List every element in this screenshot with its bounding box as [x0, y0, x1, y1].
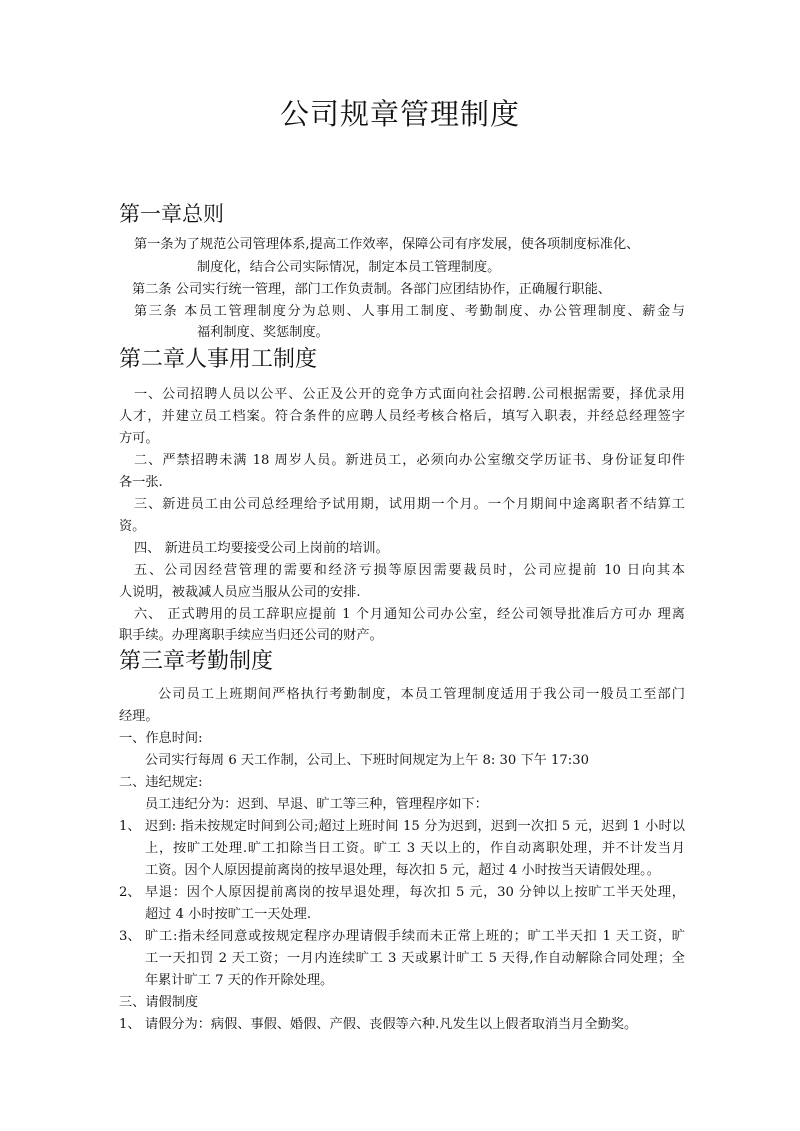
chapter-3-line: 请假分为：病假、事假、婚假、产假、丧假等六种.凡发生以上假者取消当月全勤奖。 [145, 1017, 638, 1032]
document-title: 公司规章管理制度 [279, 97, 520, 131]
chapter-2-line: 资。 [119, 519, 146, 534]
chapter-3-heading: 第三章考勤制度 [119, 649, 274, 674]
chapter-2-line: 人才，并建立员工档案。符合条件的应聘人员经考核合格后，填写入职表，并经总经理签字 [119, 409, 685, 424]
chapter-3-line: 旷工:指未经同意或按规定程序办理请假手续而未正常上班的；旷工半天扣 1 天工资，旷 [145, 929, 685, 944]
list-number: 1、 [119, 819, 141, 834]
chapter-3-line: 工一天扣罚 2 天工资；一月内连续旷工 3 天或累计旷工 5 天得,作自动解除合同处理；全 [145, 951, 685, 966]
chapter-2-line: 四、 新进员工均要接受公司上岗前的培训。 [134, 541, 389, 556]
chapter-2-line: 职手续。办理离职手续应当归还公司的财产。 [119, 628, 383, 643]
chapter-2-line: 各一张. [119, 475, 163, 490]
chapter-3-line: 经理。 [119, 709, 159, 724]
chapter-2-line: 三、新进员工由公司总经理给予试用期，试用期一个月。一个月期间中途离职者不结算工 [134, 497, 685, 512]
chapter-3-line: 工资。因个人原因提前离岗的按早退处理，每次扣 5 元，超过 4 小时按当天请假处理。。 [145, 863, 660, 878]
chapter-3-line: 一、作息时间: [119, 731, 203, 746]
chapter-1-line: 第二条 公司实行统一管理，部门工作负责制。各部门应团结协作，正确履行职能、 [132, 282, 611, 297]
chapter-2-line: 方可。 [119, 431, 159, 446]
chapter-1-line: 福利制度、奖惩制度。 [197, 325, 329, 340]
chapter-3-line: 年累计旷工 7 天的作开除处理。 [145, 973, 334, 988]
chapter-1-line: 第一条为了规范公司管理体系,提高工作效率，保障公司有序发展，使各项制度标准化、 [134, 237, 640, 252]
chapter-3-line: 公司员工上班期间严格执行考勤制度，本员工管理制度适用于我公司一般员工至部门 [158, 687, 685, 702]
list-number: 2、 [119, 885, 141, 900]
chapter-2-line: 五、公司因经营管理的需要和经济亏损等原因需要裁员时，公司应提前 10 日向其本 [134, 563, 685, 578]
chapter-3-line: 超过 4 小时按旷工一天处理. [145, 907, 312, 922]
chapter-3-line: 二、违纪规定: [119, 775, 203, 790]
chapter-2-line: 二、严禁招聘未满 18 周岁人员。新进员工，必须向办公室缴交学历证书、身份证复印件 [134, 453, 685, 468]
chapter-1-line: 第三条 本员工管理制度分为总则、人事用工制度、考勤制度、办公管理制度、薪金与 [134, 304, 685, 319]
chapter-3-line: 三、请假制度 [119, 995, 199, 1010]
list-number: 1、 [119, 1017, 141, 1032]
chapter-2-heading: 第二章人事用工制度 [119, 347, 318, 372]
chapter-3-line: 早退：因个人原因提前离岗的按早退处理，每次扣 5 元，30 分钟以上按旷工半天处理， [145, 885, 685, 900]
chapter-3-line: 公司实行每周 6 天工作制，公司上、下班时间规定为上午 8: 30 下午 17:30 [145, 753, 590, 768]
list-number: 3、 [119, 929, 141, 944]
chapter-2-line: 人说明，被裁减人员应当服从公司的安排. [119, 585, 361, 600]
chapter-1-line: 制度化，结合公司实际情况，制定本员工管理制度。 [197, 260, 501, 275]
chapter-1-heading: 第一章总则 [119, 202, 224, 226]
chapter-2-line: 六、 正式聘用的员工辞职应提前 1 个月通知公司办公室，经公司领导批准后方可办 理离 [134, 607, 685, 622]
chapter-3-line: 员工违纪分为：迟到、早退、旷工等三种，管理程序如下： [145, 797, 488, 812]
chapter-3-line: 上，按旷工处理.旷工扣除当日工资。旷工 3 天以上的，作自动离职处理，并不计发当月 [145, 841, 685, 856]
chapter-2-line: 一、公司招聘人员以公平、公正及公开的竞争方式面向社会招聘.公司根据需要，择优录用 [134, 387, 685, 402]
chapter-3-line: 迟到: 指未按规定时间到公司;超过上班时间 15 分为迟到，迟到一次扣 5 元，迟到 1 小时以 [145, 819, 685, 834]
